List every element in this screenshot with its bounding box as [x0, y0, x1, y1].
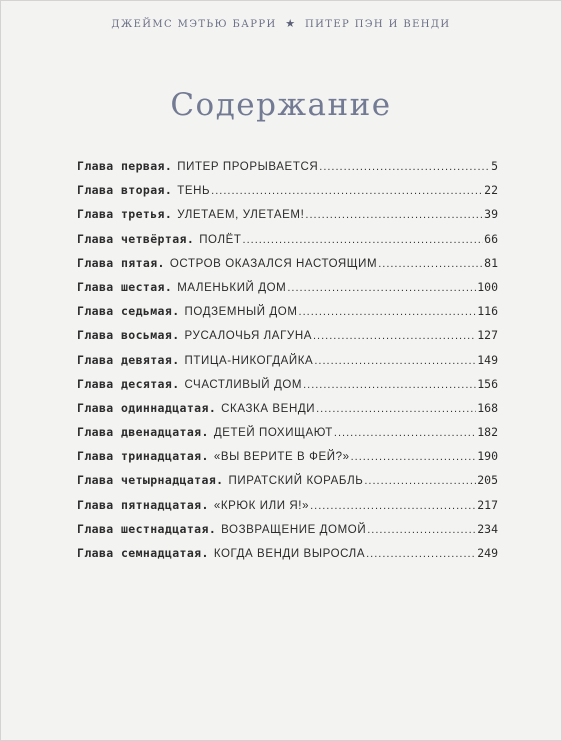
chapter-title: КОГДА ВЕНДИ ВЫРОСЛА: [213, 548, 366, 560]
chapter-label: Глава вторая.: [77, 183, 173, 198]
chapter-title: ПТИЦА-НИКОГДАЙКА: [184, 354, 314, 367]
toc-entry: [77, 353, 498, 377]
page-number: 22: [484, 183, 498, 198]
dot-leader: [305, 209, 483, 221]
chapter-title: ОСТРОВ ОКАЗАЛСЯ НАСТОЯЩИМ: [169, 257, 378, 270]
page-number: 190: [477, 449, 498, 464]
page-number: 100: [477, 279, 498, 294]
toc-entry: [77, 328, 498, 352]
page-number: 66: [484, 231, 498, 246]
page-title: Содержание: [170, 87, 392, 123]
toc-entry: [77, 449, 498, 473]
toc-entry: [77, 207, 498, 231]
chapter-title: «КРЮК ИЛИ Я!»: [213, 499, 310, 512]
header-author: ДЖЕЙМС МЭТЬЮ БАРРИ: [111, 19, 277, 30]
page-number: 81: [484, 255, 498, 270]
header-book-title: ПИТЕР ПЭН И ВЕНДИ: [305, 19, 451, 30]
toc-entry: [77, 377, 498, 401]
toc-entry: [77, 401, 498, 425]
chapter-label: Глава первая.: [77, 159, 173, 173]
dot-leader: [211, 185, 483, 197]
dot-leader: [316, 403, 476, 415]
page-number: 168: [477, 400, 498, 415]
toc-entry: [77, 256, 498, 280]
chapter-title: МАЛЕНЬКИЙ ДОМ: [177, 281, 287, 294]
toc-entry: [77, 232, 498, 256]
chapter-title: ПИРАТСКИЙ КОРАБЛЬ: [228, 475, 364, 488]
dot-leader: [364, 475, 476, 487]
chapter-label: Глава девятая.: [77, 352, 180, 367]
toc-entry: [77, 522, 498, 546]
toc-entry: [77, 498, 498, 522]
page-number: 249: [477, 546, 498, 560]
chapter-label: Глава седьмая.: [77, 304, 180, 319]
chapter-label: Глава десятая.: [77, 376, 180, 391]
page-number: 205: [477, 473, 498, 488]
chapter-title: СКАЗКА ВЕНДИ: [221, 402, 316, 415]
running-header: [1, 17, 561, 30]
chapter-title: ВОЗВРАЩЕНИЕ ДОМОЙ: [221, 523, 367, 536]
chapter-title: «ВЫ ВЕРИТЕ В ФЕЙ?»: [213, 451, 350, 464]
toc-entry: [77, 159, 498, 183]
chapter-label: Глава пятнадцатая.: [77, 497, 209, 512]
dot-leader: [334, 427, 476, 439]
dot-leader: [367, 524, 476, 536]
page-number: 217: [477, 497, 498, 512]
chapter-label: Глава одиннадцатая.: [77, 400, 217, 415]
chapter-title: ПОДЗЕМНЫЙ ДОМ: [184, 306, 298, 319]
page-number: 149: [477, 352, 498, 367]
chapter-label: Глава восьмая.: [77, 328, 180, 343]
chapter-title: ПОЛЁТ: [199, 233, 242, 246]
toc-entry: [77, 425, 498, 449]
table-of-contents: [77, 159, 498, 570]
dot-leader: [243, 234, 484, 246]
page-number: 182: [477, 425, 498, 440]
page-number: 127: [477, 328, 498, 343]
toc-entry: [77, 183, 498, 207]
page-number: 5: [491, 159, 498, 173]
chapter-title: УЛЕТАЕМ, УЛЕТАЕМ!: [177, 209, 305, 222]
dot-leader: [378, 258, 483, 270]
chapter-label: Глава двенадцатая.: [77, 425, 209, 440]
dot-leader: [310, 500, 476, 512]
toc-entry: [77, 280, 498, 304]
page-number: 234: [477, 521, 498, 536]
dot-leader: [314, 355, 476, 367]
dot-leader: [313, 330, 476, 342]
chapter-label: Глава шестнадцатая.: [77, 521, 217, 536]
chapter-title: ПИТЕР ПРОРЫВАЕТСЯ: [177, 161, 319, 173]
chapter-label: Глава пятая.: [77, 255, 165, 270]
dot-leader: [303, 379, 476, 391]
chapter-title: ТЕНЬ: [177, 185, 211, 198]
chapter-label: Глава шестая.: [77, 279, 173, 294]
page-number: 39: [484, 207, 498, 222]
dot-leader: [299, 306, 477, 318]
chapter-label: Глава четвёртая.: [77, 231, 195, 246]
toc-entry: [77, 546, 498, 570]
chapter-label: Глава четырнадцатая.: [77, 473, 224, 488]
dot-leader: [319, 161, 490, 173]
chapter-label: Глава третья.: [77, 207, 173, 222]
chapter-title: ДЕТЕЙ ПОХИЩАЮТ: [213, 427, 333, 440]
toc-entry: [77, 473, 498, 497]
chapter-title: СЧАСТЛИВЫЙ ДОМ: [184, 378, 303, 391]
page-number: 156: [477, 376, 498, 391]
star-icon: ★: [285, 17, 297, 30]
chapter-label: Глава тринадцатая.: [77, 449, 209, 464]
toc-entry: [77, 304, 498, 328]
dot-leader: [366, 548, 476, 560]
dot-leader: [287, 282, 476, 294]
dot-leader: [351, 451, 477, 463]
chapter-label: Глава семнадцатая.: [77, 546, 209, 560]
chapter-title: РУСАЛОЧЬЯ ЛАГУНА: [184, 330, 312, 343]
page-number: 116: [477, 304, 498, 319]
